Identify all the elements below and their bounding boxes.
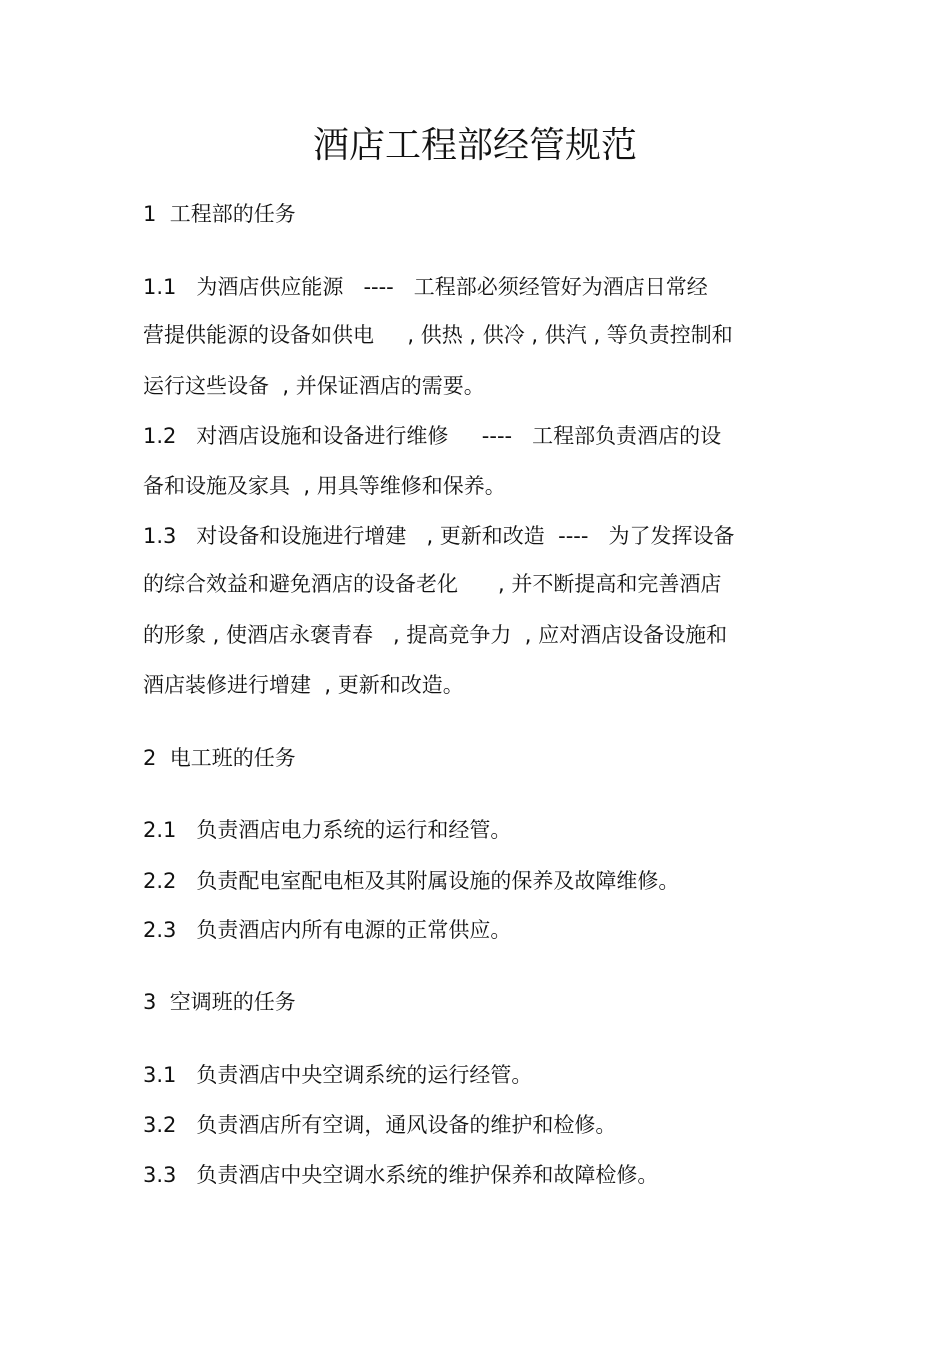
section-1-heading: 1 工程部的任务	[143, 202, 296, 226]
paragraph-line: 的综合效益和避免酒店的设备老化 , 并不断提高和完善酒店	[143, 572, 722, 596]
list-item: 3.2 负责酒店所有空调，通风设备的维护和检修。	[143, 1113, 617, 1137]
section-2-heading: 2 电工班的任务	[143, 746, 296, 770]
paragraph-line: 酒店装修进行增建 , 更新和改造。	[143, 673, 464, 697]
paragraph-line: 营提供能源的设备如供电 , 供热 , 供冷 , 供汽 , 等负责控制和	[143, 323, 733, 347]
paragraph-line: 1.3 对设备和设施进行增建 , 更新和改造 ---- 为了发挥设备	[143, 524, 735, 548]
document-title: 酒店工程部经管规范	[312, 125, 637, 166]
list-item: 3.3 负责酒店中央空调水系统的维护保养和故障检修。	[143, 1163, 659, 1187]
list-item: 3.1 负责酒店中央空调系统的运行经管。	[143, 1063, 533, 1087]
paragraph-line: 备和设施及家具 , 用具等维修和保养。	[143, 474, 506, 498]
paragraph-line: 1.1 为酒店供应能源 ---- 工程部必须经管好为酒店日常经	[143, 275, 708, 299]
paragraph-line: 的形象 , 使酒店永褒青春 , 提高竞争力 , 应对酒店设备设施和	[143, 623, 728, 647]
paragraph-line: 1.2 对酒店设施和设备进行维修 ---- 工程部负责酒店的设	[143, 424, 722, 448]
paragraph-line: 运行这些设备 , 并保证酒店的需要。	[143, 374, 485, 398]
section-3-heading: 3 空调班的任务	[143, 990, 296, 1014]
list-item: 2.1 负责酒店电力系统的运行和经管。	[143, 818, 512, 842]
list-item: 2.3 负责酒店内所有电源的正常供应。	[143, 918, 512, 942]
list-item: 2.2 负责配电室配电柜及其附属设施的保养及故障维修。	[143, 869, 680, 893]
